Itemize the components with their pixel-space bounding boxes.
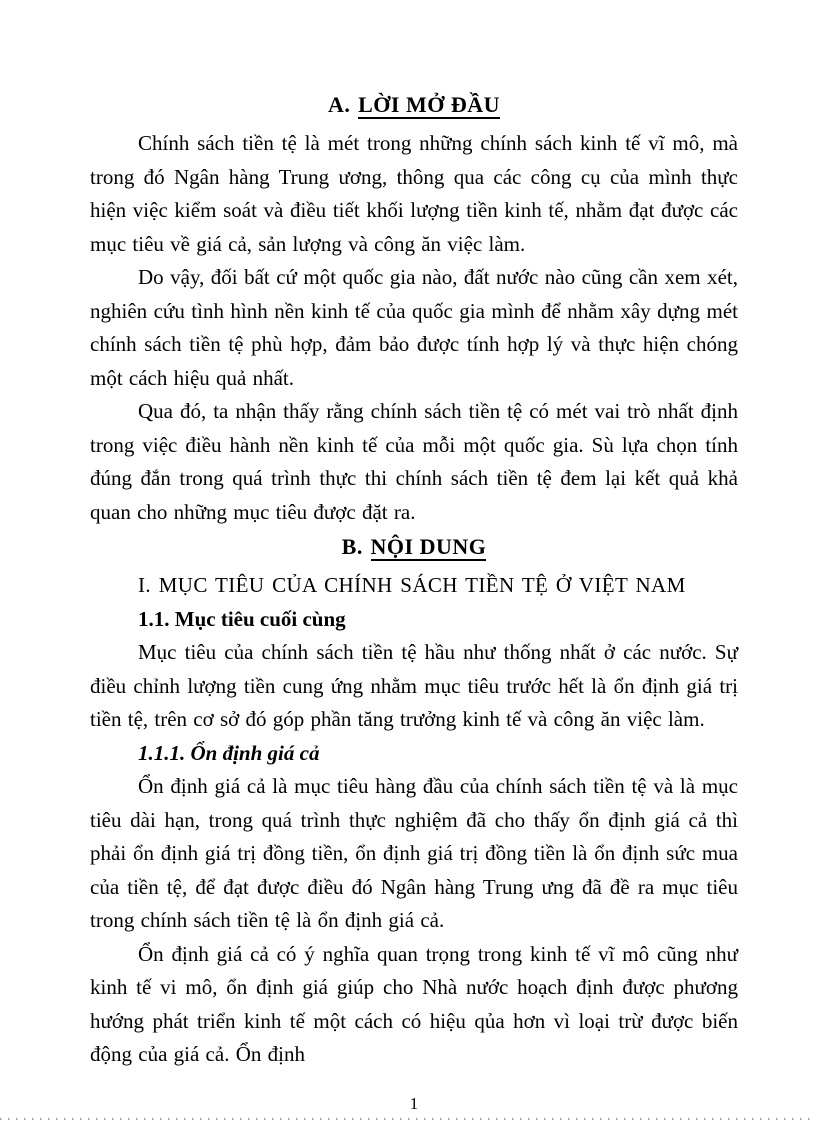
heading-section-b [90,529,738,565]
heading-b-title: NỘI DUNG [370,534,487,559]
heading-1-1-1: 1.1.1. Ổn định giá cả [138,740,320,765]
paragraph-intro-3: Qua đó, ta nhận thấy rằng chính sách tiền tệ có mét vai trò nhất định trong việc điều hành nền kinh tế của mỗi một quốc gia. Sù lựa chọn tính đúng đắn trong quá trình thực thi chính sách tiền tệ đem lại kết quả khả quan cho những mục tiêu được đặt ra. [90,399,738,524]
paragraph-intro-2: Do vậy, đối bất cứ một quốc gia nào, đất nước nào cũng cần xem xét, nghiên cứu tình hình nền kinh tế của quốc gia mình để nhằm xây dựng mét chính sách tiền tệ phù hợp, đảm bảo được tính hợp lý và thực hiện chóng một cách hiệu quả nhất. [90,265,738,390]
paragraph-intro-1: Chính sách tiền tệ là mét trong những chính sách kinh tế vĩ mô, mà trong đó Ngân hàng Trung ương, thông qua các công cụ của mình thực hiện việc kiểm soát và điều tiết khối lượng tiền kinh tế, nhằm đạt được các mục tiêu về giá cả, sản lượng và công ăn việc làm. [90,131,738,256]
paragraph-1-1-1-body-2: Ổn định giá cả có ý nghĩa quan trọng trong kinh tế vĩ mô cũng như kinh tế vi mô, ổn định giá giúp cho Nhà nước hoạch định được phương hướng phát triển kinh tế một cách có hiệu qủa hơn vì loại trừ được biến động của giá cả. Ổn định [90,941,738,1066]
page-boundary-dotted-line [0,1118,816,1120]
heading-1-1: 1.1. Mục tiêu cuối cùng [138,606,346,631]
heading-section-a [90,87,738,123]
heading-a-title: LỜI MỞ ĐẦU [358,92,500,117]
paragraph-1-1-1-body-1: Ổn định giá cả là mục tiêu hàng đầu của chính sách tiền tệ và là mục tiêu dài hạn, trong quá trình thực nghiệm đã cho thấy ổn định giá cả thì phải ổn định giá trị đồng tiền, ổn định giá trị đồng tiền là ổn định sức mua của tiền tệ, để đạt được điều đó Ngân hàng Trung ưng đã đề ra mục tiêu trong chính sách tiền tệ là ổn định giá cả. [90,774,738,932]
paragraph-1-1-body: Mục tiêu của chính sách tiền tệ hầu như thống nhất ở các nước. Sự điều chỉnh lượng tiền cung ứng nhằm mục tiêu trước hết là ổn định giá trị tiền tệ, trên cơ sở đó góp phần tăng trưởng kinh tế và công ăn việc làm. [90,640,738,731]
heading-b-prefix: B. [341,534,363,559]
heading-a-prefix: A. [328,92,351,117]
heading-section-i: I. MỤC TIÊU CỦA CHÍNH SÁCH TIỀN TỆ Ở VIỆT NAM [138,573,686,597]
page-number: 1 [409,1093,419,1113]
